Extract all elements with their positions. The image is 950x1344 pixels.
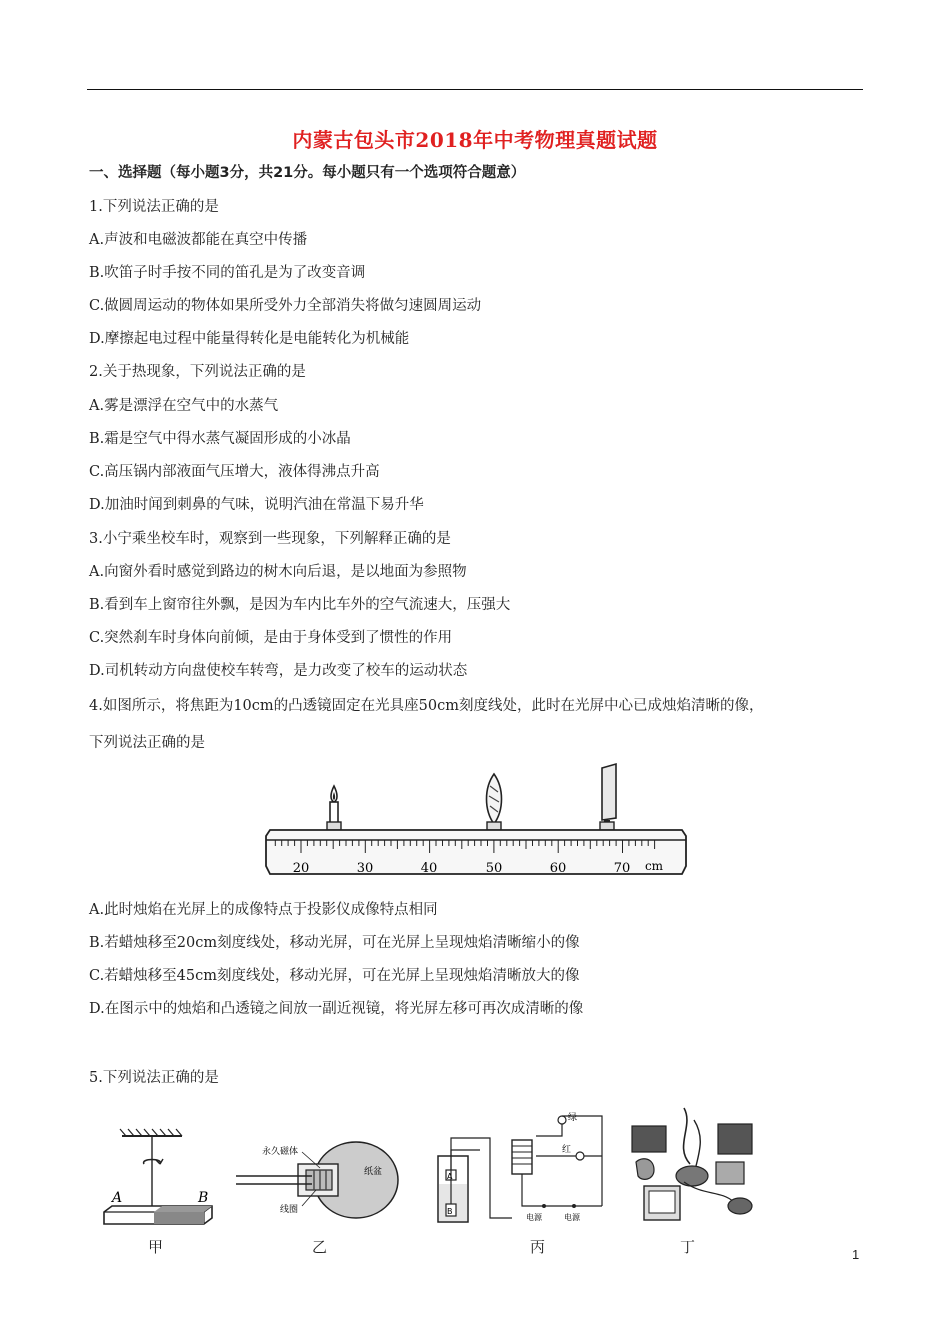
figure-label-ding: 丁 <box>680 1238 696 1256</box>
fig3-label-b: B <box>447 1207 453 1216</box>
q4-option-b: B.若蜡烛移至20cm刻度线处，移动光屏，可在光屏上呈现烛焰清晰缩小的像 <box>89 935 580 951</box>
q2-option-d: D.加油时闻到刺鼻的气味，说明汽油在常温下易升华 <box>89 497 424 513</box>
fig1-letter-b: B <box>198 1190 209 1206</box>
bench-tick-30: 30 <box>356 861 374 876</box>
q1-option-b: B.吹笛子时手按不同的笛孔是为了改变音调 <box>89 265 366 281</box>
convex-lens-icon <box>487 774 502 830</box>
q4-stem-line1: 4.如图所示，将焦距为10cm的凸透镜固定在光具座50cm刻度线处，此时在光屏中心已成烛焰清晰的像， <box>89 698 764 714</box>
fig3-label-power1: 电源 <box>526 1213 542 1222</box>
page-number: 1 <box>852 1247 860 1262</box>
q4-option-c: C.若蜡烛移至45cm刻度线处，移动光屏，可在光屏上呈现烛焰清晰放大的像 <box>89 968 580 984</box>
fig1-letter-a: A <box>112 1190 123 1206</box>
q5-stem: 5.下列说法正确的是 <box>89 1070 219 1086</box>
bench-tick-40: 40 <box>420 861 438 876</box>
q3-stem: 3.小宁乘坐校车时，观察到一些现象，下列解释正确的是 <box>89 531 451 547</box>
fig3-label-a: A <box>447 1172 453 1181</box>
figure-label-bing: 丙 <box>530 1238 546 1256</box>
fig2-label-magnet: 永久磁体 <box>262 1147 299 1157</box>
q2-option-c: C.高压锅内部液面气压增大，液体得沸点升高 <box>89 464 380 480</box>
q2-option-b: B.霜是空气中得水蒸气凝固形成的小冰晶 <box>89 431 351 447</box>
q4-option-d: D.在图示中的烛焰和凸透镜之间放一副近视镜，将光屏左移可再次成清晰的像 <box>89 1001 584 1017</box>
optical-bench-figure <box>262 762 692 892</box>
fig2-label-cone: 纸盆 <box>364 1167 383 1177</box>
figure-label-jia: 甲 <box>148 1238 164 1256</box>
bench-unit: cm <box>644 859 664 873</box>
q4-option-a: A.此时烛焰在光屏上的成像特点于投影仪成像特点相同 <box>89 902 438 918</box>
q3-option-d: D.司机转动方向盘使校车转弯，是力改变了校车的运动状态 <box>89 663 468 679</box>
q2-option-a: A.雾是漂浮在空气中的水蒸气 <box>89 398 279 414</box>
q1-option-a: A.声波和电磁波都能在真空中传播 <box>89 232 308 248</box>
light-screen-icon <box>600 764 616 830</box>
figure-label-yi: 乙 <box>312 1238 328 1256</box>
fig3-label-power2: 电源 <box>564 1213 580 1222</box>
figure-jia <box>100 1128 220 1228</box>
q1-option-c: C.做圆周运动的物体如果所受外力全部消失将做匀速圆周运动 <box>89 298 482 314</box>
figure-ding <box>624 1106 764 1230</box>
figure-bing <box>432 1110 612 1234</box>
page-title: 内蒙古包头市2018年中考物理真题试题 <box>292 128 658 152</box>
candle-icon <box>327 786 341 830</box>
bench-tick-20: 20 <box>292 861 310 876</box>
q4-stem-line2: 下列说法正确的是 <box>89 735 205 751</box>
bench-tick-60: 60 <box>549 861 567 876</box>
figure-yi <box>228 1130 408 1230</box>
q1-option-d: D.摩擦起电过程中能量得转化是电能转化为机械能 <box>89 331 410 347</box>
q3-option-c: C.突然刹车时身体向前倾，是由于身体受到了惯性的作用 <box>89 630 453 646</box>
q3-option-b: B.看到车上窗帘往外飘，是因为车内比车外的空气流速大，压强大 <box>89 597 511 613</box>
q3-option-a: A.向窗外看时感觉到路边的树木向后退，是以地面为参照物 <box>89 564 467 580</box>
optical-bench-rail <box>266 830 686 876</box>
q2-stem: 2.关于热现象，下列说法正确的是 <box>89 364 306 380</box>
header-rule <box>87 89 863 90</box>
bench-tick-50: 50 <box>485 861 503 876</box>
fig2-label-coil: 线圈 <box>280 1205 299 1215</box>
fig3-label-green: 绿 <box>568 1113 578 1123</box>
fig3-label-red: 红 <box>562 1145 572 1155</box>
q1-stem: 1.下列说法正确的是 <box>89 199 219 215</box>
section-heading: 一、选择题（每小题3分，共21分。每小题只有一个选项符合题意） <box>89 165 526 181</box>
bench-tick-70: 70 <box>613 861 631 876</box>
